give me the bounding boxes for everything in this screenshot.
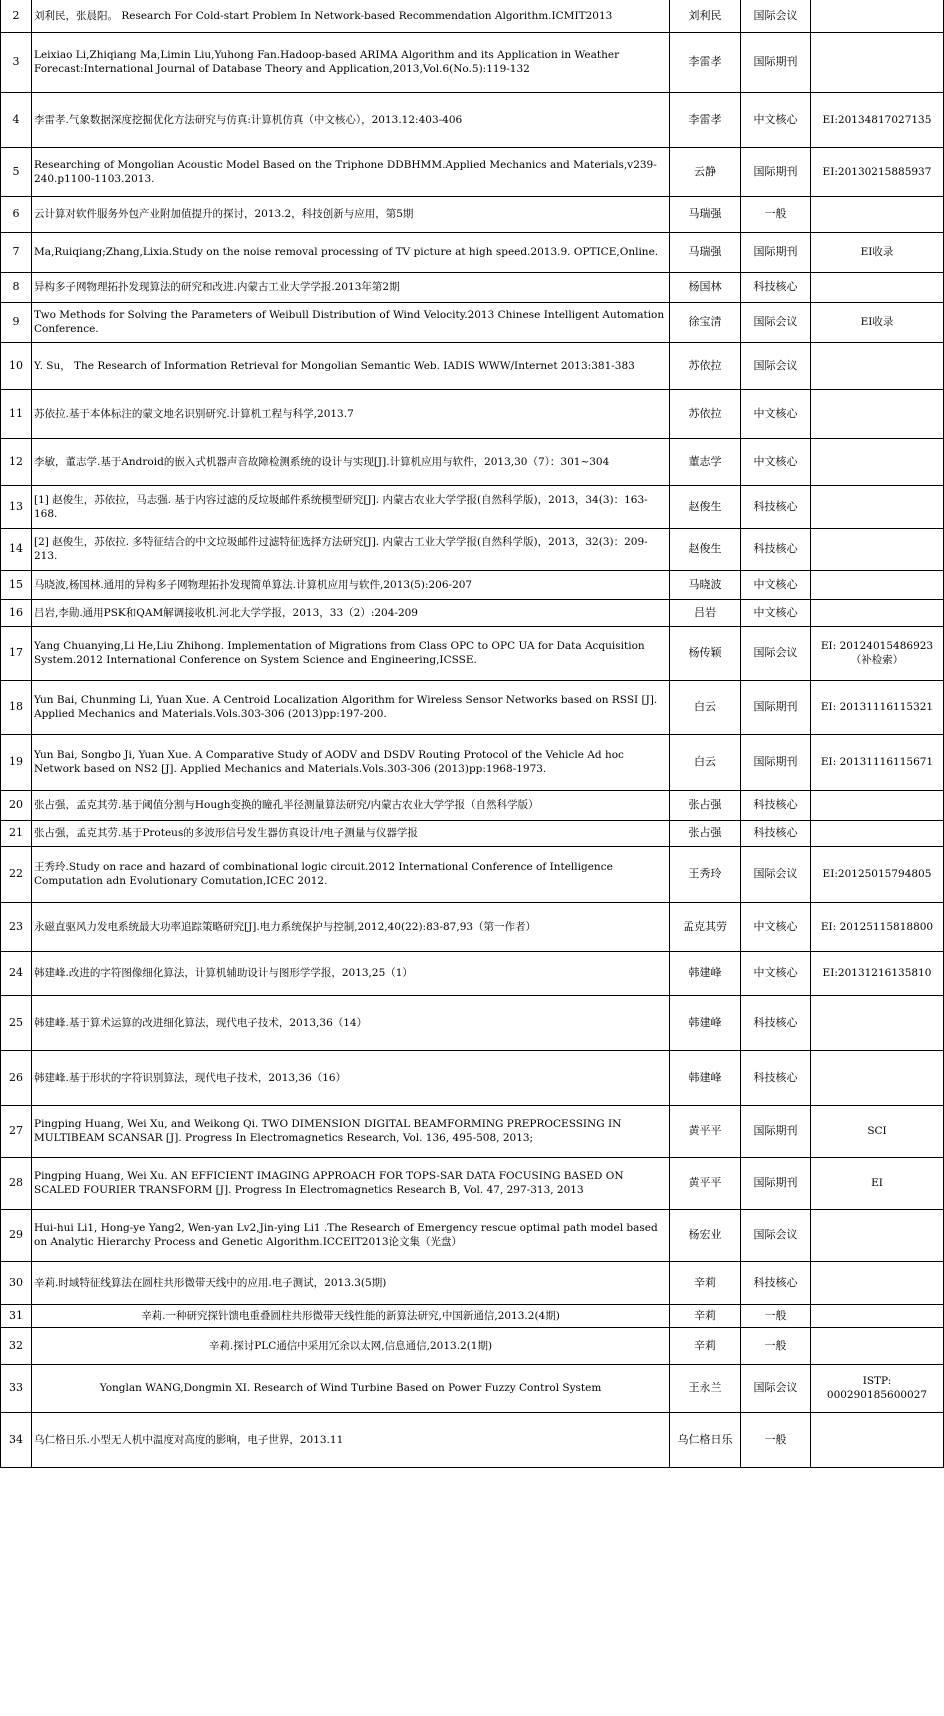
table-row — [1, 1261, 944, 1304]
table-row — [1, 599, 944, 626]
publication-title-cell: 刘利民，张晨阳。 Research For Cold-start Problem In Network-based Recommendation Algorithm.ICMIT2013 — [32, 0, 670, 32]
table-row — [1, 302, 944, 342]
publication-type-cell: 国际会议 — [741, 302, 811, 342]
publication-title-cell: Two Methods for Solving the Parameters of Weibull Distribution of Wind Velocity.2013 Chinese Intelligent Automation Conference. — [32, 302, 670, 342]
table-row — [1, 1327, 944, 1364]
publication-title-cell: Yun Bai, Chunming Li, Yuan Xue. A Centroid Localization Algorithm for Wireless Sensor Networks based on RSSI [J]. Applied Mechanics and Materials.Vols.303-306 (2013)pp:197-200. — [32, 680, 670, 734]
index-status-cell: EI收录 — [811, 232, 944, 272]
publication-title-cell: [2] 赵俊生，苏依拉. 多特征结合的中文垃圾邮件过滤特征选择方法研究[J]. 内蒙古工业大学学报(自然科学版)，2013，32(3)：209-213. — [32, 528, 670, 570]
row-number-cell: 22 — [1, 846, 32, 902]
publication-title-cell: Pingping Huang, Wei Xu. AN EFFICIENT IMAGING APPROACH FOR TOPS-SAR DATA FOCUSING BASED ON SCALED FOURIER TRANSFORM [J]. Progress In Electromagnetics Research B, Vol. 47, 297-313, 2013 — [32, 1157, 670, 1209]
author-cell: 辛莉 — [670, 1327, 741, 1364]
row-number-cell: 12 — [1, 438, 32, 485]
author-cell: 张占强 — [670, 790, 741, 820]
publication-type-cell: 中文核心 — [741, 438, 811, 485]
author-cell: 辛莉 — [670, 1261, 741, 1304]
publication-type-cell: 科技核心 — [741, 995, 811, 1050]
publication-type-cell: 国际会议 — [741, 1209, 811, 1261]
index-status-cell: EI: 20125115818800 — [811, 902, 944, 951]
publication-type-cell: 一般 — [741, 1412, 811, 1467]
index-status-cell — [811, 389, 944, 438]
publication-type-cell: 一般 — [741, 1304, 811, 1327]
publication-type-cell: 科技核心 — [741, 485, 811, 528]
row-number-cell: 15 — [1, 570, 32, 599]
row-number-cell: 32 — [1, 1327, 32, 1364]
publication-title-cell: 张占强，孟克其劳.基于阈值分割与Hough变换的瞳孔半径测量算法研究/内蒙古农业大学学报（自然科学版） — [32, 790, 670, 820]
table-row — [1, 790, 944, 820]
table-row — [1, 1105, 944, 1157]
index-status-cell — [811, 485, 944, 528]
table-row — [1, 1157, 944, 1209]
table-row — [1, 1364, 944, 1412]
author-cell: 韩建峰 — [670, 995, 741, 1050]
publication-title-cell: 云计算对软件服务外包产业附加值提升的探讨，2013.2，科技创新与应用，第5期 — [32, 196, 670, 232]
row-number-cell: 13 — [1, 485, 32, 528]
table-row — [1, 846, 944, 902]
publication-title-cell: 张占强，孟克其劳.基于Proteus的多波形信号发生器仿真设计/电子测量与仪器学报 — [32, 820, 670, 846]
row-number-cell: 33 — [1, 1364, 32, 1412]
table-row — [1, 1209, 944, 1261]
publication-title-cell: Leixiao Li,Zhiqiang Ma,Limin Liu,Yuhong Fan.Hadoop-based ARIMA Algorithm and its Application in Weather Forecast:International Journal of Database Theory and Application,2013,Vol.6(No.5):119-132 — [32, 32, 670, 92]
row-number-cell: 7 — [1, 232, 32, 272]
table-row — [1, 680, 944, 734]
table-row — [1, 232, 944, 272]
author-cell: 黄平平 — [670, 1157, 741, 1209]
author-cell: 王秀玲 — [670, 846, 741, 902]
index-status-cell: ISTP: 000290185600027 — [811, 1364, 944, 1412]
publication-type-cell: 国际会议 — [741, 846, 811, 902]
index-status-cell — [811, 32, 944, 92]
author-cell: 王永兰 — [670, 1364, 741, 1412]
author-cell: 马晓波 — [670, 570, 741, 599]
row-number-cell: 4 — [1, 92, 32, 147]
row-number-cell: 31 — [1, 1304, 32, 1327]
publication-type-cell: 中文核心 — [741, 92, 811, 147]
row-number-cell: 19 — [1, 734, 32, 790]
row-number-cell: 18 — [1, 680, 32, 734]
table-row — [1, 389, 944, 438]
row-number-cell: 26 — [1, 1050, 32, 1105]
table-row — [1, 32, 944, 92]
index-status-cell — [811, 0, 944, 32]
author-cell: 董志学 — [670, 438, 741, 485]
publication-type-cell: 国际期刊 — [741, 734, 811, 790]
table-row — [1, 272, 944, 302]
author-cell: 杨宏业 — [670, 1209, 741, 1261]
table-row — [1, 196, 944, 232]
publication-title-cell: 乌仁格日乐.小型无人机中温度对高度的影响，电子世界，2013.11 — [32, 1412, 670, 1467]
publication-type-cell: 中文核心 — [741, 951, 811, 995]
publication-title-cell: 永磁直驱风力发电系统最大功率追踪策略研究[J].电力系统保护与控制,2012,40(22):83-87,93（第一作者） — [32, 902, 670, 951]
table-row — [1, 820, 944, 846]
publication-title-cell: Pingping Huang, Wei Xu, and Weikong Qi. TWO DIMENSION DIGITAL BEAMFORMING PREPROCESSING IN MULTIBEAM SCANSAR [J]. Progress In Electromagnetics Research, Vol. 136, 495-508, 2013; — [32, 1105, 670, 1157]
index-status-cell: SCI — [811, 1105, 944, 1157]
index-status-cell — [811, 528, 944, 570]
publication-type-cell: 科技核心 — [741, 790, 811, 820]
publication-title-cell: 王秀玲.Study on race and hazard of combinational logic circuit.2012 International Conference of Intelligence Computation adn Evolutionary Comutation,ICEC 2012. — [32, 846, 670, 902]
author-cell: 赵俊生 — [670, 485, 741, 528]
row-number-cell: 2 — [1, 0, 32, 32]
author-cell: 韩建峰 — [670, 1050, 741, 1105]
author-cell: 徐宝清 — [670, 302, 741, 342]
publication-title-cell: Researching of Mongolian Acoustic Model Based on the Triphone DDBHMM.Applied Mechanics and Materials,v239-240.p1100-1103.2013. — [32, 147, 670, 196]
table-row — [1, 342, 944, 389]
publication-type-cell: 科技核心 — [741, 272, 811, 302]
index-status-cell: EI:20125015794805 — [811, 846, 944, 902]
author-cell: 苏依拉 — [670, 342, 741, 389]
index-status-cell: EI:20131216135810 — [811, 951, 944, 995]
index-status-cell — [811, 1209, 944, 1261]
author-cell: 赵俊生 — [670, 528, 741, 570]
author-cell: 杨传颖 — [670, 626, 741, 680]
index-status-cell — [811, 342, 944, 389]
publication-title-cell: Yonglan WANG,Dongmin XI. Research of Wind Turbine Based on Power Fuzzy Control System — [32, 1364, 670, 1412]
publication-type-cell: 国际期刊 — [741, 1157, 811, 1209]
index-status-cell — [811, 1261, 944, 1304]
table-row — [1, 995, 944, 1050]
row-number-cell: 25 — [1, 995, 32, 1050]
publication-title-cell: 吕岩,李勋.通用PSK和QAM解调接收机.河北大学学报，2013，33（2）:204-209 — [32, 599, 670, 626]
author-cell: 孟克其劳 — [670, 902, 741, 951]
publication-title-cell: Yun Bai, Songbo Ji, Yuan Xue. A Comparative Study of AODV and DSDV Routing Protocol of the Vehicle Ad hoc Network based on NS2 [J]. Applied Mechanics and Materials.Vols.303-306 (2013)pp:1968-1973. — [32, 734, 670, 790]
author-cell: 韩建峰 — [670, 951, 741, 995]
publication-title-cell: 辛莉.探讨PLC通信中采用冗余以太网,信息通信,2013.2(1期) — [32, 1327, 670, 1364]
index-status-cell: EI:20134817027135 — [811, 92, 944, 147]
table-row — [1, 0, 944, 32]
row-number-cell: 23 — [1, 902, 32, 951]
row-number-cell: 17 — [1, 626, 32, 680]
index-status-cell — [811, 1050, 944, 1105]
table-row — [1, 485, 944, 528]
publication-type-cell: 一般 — [741, 196, 811, 232]
author-cell: 杨国林 — [670, 272, 741, 302]
index-status-cell: EI收录 — [811, 302, 944, 342]
index-status-cell: EI: 20131116115321 — [811, 680, 944, 734]
publication-type-cell: 国际期刊 — [741, 32, 811, 92]
author-cell: 辛莉 — [670, 1304, 741, 1327]
table-row — [1, 92, 944, 147]
row-number-cell: 9 — [1, 302, 32, 342]
publication-title-cell: 李雷孝.气象数据深度挖掘优化方法研究与仿真:计算机仿真（中文核心），2013.12:403-406 — [32, 92, 670, 147]
table-row — [1, 570, 944, 599]
table-row — [1, 626, 944, 680]
index-status-cell: EI: 20124015486923（补检索） — [811, 626, 944, 680]
publication-type-cell: 国际会议 — [741, 626, 811, 680]
publication-title-cell: Yang Chuanying,Li He,Liu Zhihong. Implementation of Migrations from Class OPC to OPC UA for Data Acquisition System.2012 International Conference on System Science and Engineering,ICSSE. — [32, 626, 670, 680]
table-row — [1, 902, 944, 951]
author-cell: 苏依拉 — [670, 389, 741, 438]
index-status-cell — [811, 599, 944, 626]
publication-title-cell: 韩建峰.基于形状的字符识别算法，现代电子技术，2013,36（16） — [32, 1050, 670, 1105]
publication-title-cell: 苏依拉.基于本体标注的蒙文地名识别研究.计算机工程与科学,2013.7 — [32, 389, 670, 438]
publication-type-cell: 科技核心 — [741, 1050, 811, 1105]
row-number-cell: 21 — [1, 820, 32, 846]
index-status-cell — [811, 820, 944, 846]
table-row — [1, 528, 944, 570]
publication-title-cell: 辛莉.一种研究探针馈电重叠圆柱共形微带天线性能的新算法研究,中国新通信,2013.2(4期) — [32, 1304, 670, 1327]
author-cell: 黄平平 — [670, 1105, 741, 1157]
row-number-cell: 28 — [1, 1157, 32, 1209]
author-cell: 白云 — [670, 734, 741, 790]
publication-type-cell: 国际期刊 — [741, 232, 811, 272]
table-row — [1, 1304, 944, 1327]
row-number-cell: 8 — [1, 272, 32, 302]
publication-title-cell: [1] 赵俊生，苏依拉，马志强. 基于内容过滤的反垃圾邮件系统模型研究[J]. 内蒙古农业大学学报(自然科学版)，2013，34(3)：163-168. — [32, 485, 670, 528]
publication-type-cell: 科技核心 — [741, 820, 811, 846]
author-cell: 马瑞强 — [670, 232, 741, 272]
author-cell: 云静 — [670, 147, 741, 196]
table-row — [1, 1050, 944, 1105]
publication-title-cell: Ma,Ruiqiang;Zhang,Lixia.Study on the noise removal processing of TV picture at high speed.2013.9. OPTICE,Online. — [32, 232, 670, 272]
publication-title-cell: 韩建峰.基于算术运算的改进细化算法，现代电子技术，2013,36（14） — [32, 995, 670, 1050]
publication-title-cell: Y. Su， The Research of Information Retrieval for Mongolian Semantic Web. IADIS WWW/Internet 2013:381-383 — [32, 342, 670, 389]
table-row — [1, 734, 944, 790]
publication-title-cell: 韩建峰.改进的字符图像细化算法，计算机辅助设计与图形学学报，2013,25（1） — [32, 951, 670, 995]
index-status-cell — [811, 272, 944, 302]
table-row — [1, 147, 944, 196]
author-cell: 刘利民 — [670, 0, 741, 32]
publication-type-cell: 国际会议 — [741, 342, 811, 389]
publication-rows — [1, 0, 944, 1467]
author-cell: 张占强 — [670, 820, 741, 846]
publication-title-cell: Hui-hui Li1, Hong-ye Yang2, Wen-yan Lv2,Jin-ying Li1 .The Research of Emergency rescue optimal path model based on Analytic Hierarchy Process and Genetic Algorithm.ICCEIT2013论文集（光盘） — [32, 1209, 670, 1261]
table-row — [1, 1412, 944, 1467]
publication-type-cell: 科技核心 — [741, 528, 811, 570]
row-number-cell: 10 — [1, 342, 32, 389]
row-number-cell: 6 — [1, 196, 32, 232]
row-number-cell: 14 — [1, 528, 32, 570]
table-row — [1, 951, 944, 995]
author-cell: 白云 — [670, 680, 741, 734]
publication-type-cell: 国际会议 — [741, 0, 811, 32]
publication-type-cell: 一般 — [741, 1327, 811, 1364]
row-number-cell: 29 — [1, 1209, 32, 1261]
index-status-cell — [811, 570, 944, 599]
publication-type-cell: 国际期刊 — [741, 680, 811, 734]
publication-type-cell: 国际期刊 — [741, 147, 811, 196]
index-status-cell — [811, 1304, 944, 1327]
row-number-cell: 24 — [1, 951, 32, 995]
publication-type-cell: 国际会议 — [741, 1364, 811, 1412]
author-cell: 吕岩 — [670, 599, 741, 626]
publication-title-cell: 马晓波,杨国林.通用的异构多子网物理拓扑发现简单算法.计算机应用与软件,2013(5):206-207 — [32, 570, 670, 599]
index-status-cell: EI: 20131116115671 — [811, 734, 944, 790]
row-number-cell: 20 — [1, 790, 32, 820]
author-cell: 李雷孝 — [670, 92, 741, 147]
publication-type-cell: 科技核心 — [741, 1261, 811, 1304]
publication-type-cell: 中文核心 — [741, 902, 811, 951]
row-number-cell: 11 — [1, 389, 32, 438]
row-number-cell: 34 — [1, 1412, 32, 1467]
index-status-cell — [811, 438, 944, 485]
row-number-cell: 27 — [1, 1105, 32, 1157]
row-number-cell: 3 — [1, 32, 32, 92]
publication-title-cell: 异构多子网物理拓扑发现算法的研究和改进.内蒙古工业大学学报.2013年第2期 — [32, 272, 670, 302]
index-status-cell — [811, 196, 944, 232]
publication-type-cell: 国际期刊 — [741, 1105, 811, 1157]
publication-title-cell: 辛莉.时域特征线算法在圆柱共形微带天线中的应用.电子测试，2013.3(5期) — [32, 1261, 670, 1304]
publication-type-cell: 中文核心 — [741, 599, 811, 626]
author-cell: 乌仁格日乐 — [670, 1412, 741, 1467]
publication-type-cell: 中文核心 — [741, 389, 811, 438]
publication-type-cell: 中文核心 — [741, 570, 811, 599]
table-row — [1, 438, 944, 485]
row-number-cell: 5 — [1, 147, 32, 196]
index-status-cell — [811, 790, 944, 820]
row-number-cell: 30 — [1, 1261, 32, 1304]
index-status-cell — [811, 995, 944, 1050]
author-cell: 马瑞强 — [670, 196, 741, 232]
publication-title-cell: 李敏，董志学.基于Android的嵌入式机器声音故障检测系统的设计与实现[J].计算机应用与软件，2013,30（7）：301~304 — [32, 438, 670, 485]
index-status-cell: EI — [811, 1157, 944, 1209]
index-status-cell: EI:20130215885937 — [811, 147, 944, 196]
author-cell: 李雷孝 — [670, 32, 741, 92]
index-status-cell — [811, 1327, 944, 1364]
index-status-cell — [811, 1412, 944, 1467]
row-number-cell: 16 — [1, 599, 32, 626]
